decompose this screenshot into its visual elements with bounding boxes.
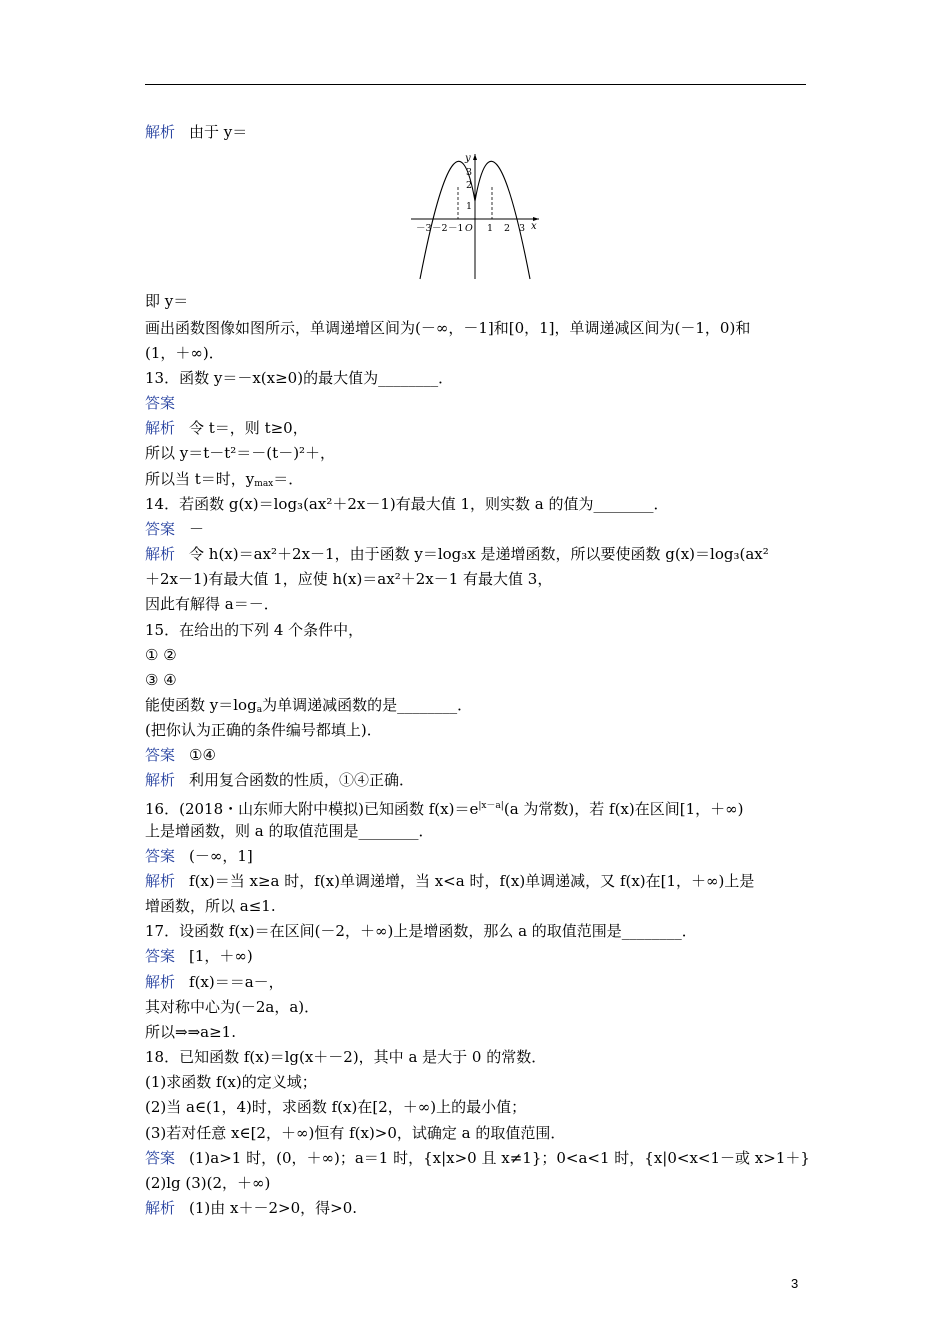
text-line: 所以⇒⇒a≥1. xyxy=(145,1023,236,1041)
x-tick-neg2: －2 xyxy=(432,223,448,234)
text-line: 上是增函数，则 a 的取值范围是________． xyxy=(145,822,434,840)
y-axis-arrow xyxy=(473,154,477,160)
question-16: 16．(2018・山东师大附中模拟)已知函数 $f(x)=e^{|x-a|}(a$ 为常数)，若 f(x)在区间[1，＋∞) xyxy=(145,800,744,818)
line-analysis: 解析 f(x)＝当 x≥a 时，f(x)单调递增，当 x<a 时，f(x)单调递减，又 f(x)在[1，＋∞)上是 xyxy=(145,872,755,890)
x-tick-neg3: －3 xyxy=(416,223,432,234)
line-analysis: 解析 令 h(x)＝ax²＋2x－1，由于函数 y＝log₃x 是递增函数，所以要使函数 g(x)＝log₃(ax² xyxy=(145,545,769,563)
line-answer: 答案 [1，＋∞) xyxy=(145,947,253,965)
question-13: 13．函数 y＝－x(x≥0)的最大值为________． xyxy=(145,369,454,387)
text-line: 增函数，所以 a≤1. xyxy=(145,897,276,915)
analysis-label: 解析 xyxy=(145,123,176,141)
text-line: (把你认为正确的条件编号都填上)． xyxy=(145,721,382,739)
line-analysis: 解析 (1)由 x＋－2>0，得>0. xyxy=(145,1199,358,1217)
analysis-label: 解析 xyxy=(145,973,176,991)
text-line: 因此有解得 a＝－． xyxy=(145,595,279,613)
sub-question-2: (2)当 a∈(1，4)时，求函数 f(x)在[2，＋∞)上的最小值； xyxy=(145,1098,527,1116)
line-answer: 答案 (－∞，1] xyxy=(145,847,253,865)
answer-label: 答案 xyxy=(145,520,176,538)
question-17: 17．设函数 f(x)＝在区间(－2，＋∞)上是增函数，那么 a 的取值范围是________． xyxy=(145,922,697,940)
origin-label: O xyxy=(465,223,473,234)
x-tick-3: 3 xyxy=(519,223,526,234)
answer-label: 答案 xyxy=(145,394,176,412)
question-15: 15．在给出的下列 4 个条件中， xyxy=(145,621,364,639)
left-curve xyxy=(420,161,475,279)
text-line: 所以 y＝t－t²＝－(t－)²＋， xyxy=(145,444,336,462)
text-line: 能使函数 $y=\log_a$为单调递减函数的是________． xyxy=(145,696,473,715)
conditions-3-4: ③ ④ xyxy=(145,671,177,689)
page-number: 3 xyxy=(791,1276,799,1291)
sub-question-1: (1)求函数 f(x)的定义域； xyxy=(145,1073,317,1091)
conditions-1-2: ① ② xyxy=(145,646,177,664)
x-tick-1: 1 xyxy=(487,223,494,234)
analysis-label: 解析 xyxy=(145,545,176,563)
y-tick-2: 2 xyxy=(466,180,473,191)
question-18: 18．已知函数 f(x)＝lg(x＋－2)，其中 a 是大于 0 的常数． xyxy=(145,1048,547,1066)
answer-label: 答案 xyxy=(145,847,176,865)
text-line: 画出函数图像如图所示，单调递增区间为(－∞，－1]和[0，1]，单调递减区间为(－1，0)和 xyxy=(145,319,751,337)
line-analysis: 解析 f(x)＝＝a－， xyxy=(145,973,284,991)
line-analysis: 解析 利用复合函数的性质，①④正确． xyxy=(145,771,415,789)
y-tick-3: 3 xyxy=(466,167,473,178)
y-axis-label: y xyxy=(465,153,471,164)
analysis-label: 解析 xyxy=(145,872,176,890)
x-tick-neg1: －1 xyxy=(448,223,464,234)
line-analysis: 解析 令 t＝，则 t≥0， xyxy=(145,419,308,437)
answer-label: 答案 xyxy=(145,1149,176,1167)
line-answer: 答案 ①④ xyxy=(145,746,216,764)
text-line: 即 y＝ xyxy=(145,292,189,310)
question-14: 14．若函数 g(x)＝log₃(ax²＋2x－1)有最大值 1，则实数 a 的值为________． xyxy=(145,495,669,513)
text-line: ＋2x－1)有最大值 1，应使 h(x)＝ax²＋2x－1 有最大值 3， xyxy=(145,570,553,588)
x-axis-label: x xyxy=(531,221,537,232)
answer-label: 答案 xyxy=(145,947,176,965)
header-rule xyxy=(145,84,806,85)
text-line: (1，＋∞)． xyxy=(145,344,224,362)
right-curve xyxy=(475,161,530,279)
x-tick-2: 2 xyxy=(504,223,511,234)
line-answer: 答案 － xyxy=(145,520,205,538)
answer-label: 答案 xyxy=(145,746,176,764)
line-answer: 答案 (1)a>1 时，(0，＋∞)；a＝1 时，{x|x>0 且 x≠1}；0<a<1 时，{x|0<x<1－或 x>1＋} xyxy=(145,1149,810,1167)
text-line: 所以当 t＝时，$y_{max}=$． xyxy=(145,470,304,489)
function-graph xyxy=(409,151,541,280)
analysis-label: 解析 xyxy=(145,419,176,437)
analysis-label: 解析 xyxy=(145,771,176,789)
y-tick-1: 1 xyxy=(466,201,473,212)
analysis-label: 解析 xyxy=(145,1199,176,1217)
sub-question-3: (3)若对任意 x∈[2，＋∞)恒有 f(x)>0，试确定 a 的取值范围． xyxy=(145,1124,566,1142)
text-line: 其对称中心为(－2a，a)． xyxy=(145,998,320,1016)
text-line: (2)lg (3)(2，＋∞) xyxy=(145,1174,271,1192)
line-analysis-intro: 解析 由于 y＝ xyxy=(145,123,248,141)
